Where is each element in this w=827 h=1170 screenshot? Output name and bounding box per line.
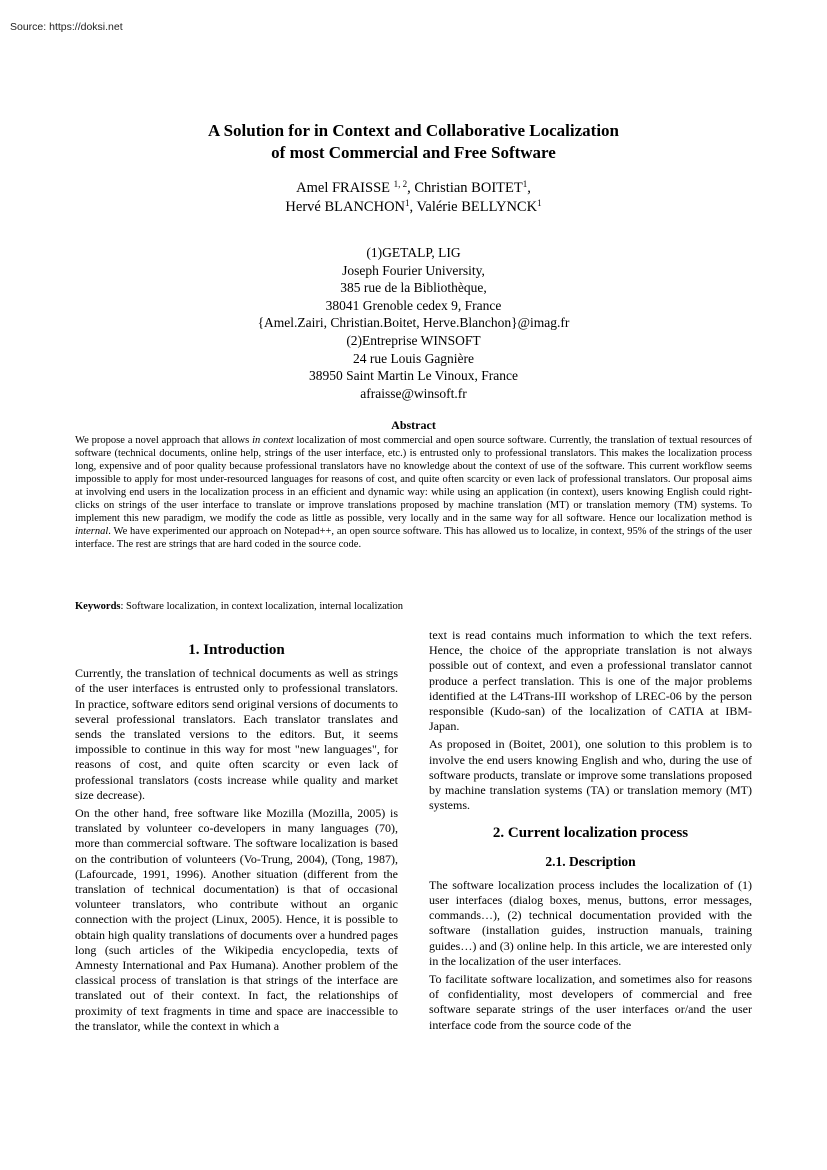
affiliation-line: 38950 Saint Martin Le Vinoux, France bbox=[309, 368, 518, 384]
paragraph: As proposed in (Boitet, 2001), one solution to this problem is to involve the end users knowing English and who, during the use of software products, translate or improve some translations proposed by machine translation systems (TA) or translation memory (MT) systems. bbox=[429, 737, 752, 813]
author-affil-mark: 1 bbox=[522, 179, 528, 189]
affiliations bbox=[0, 244, 827, 402]
abstract-emphasis: in context bbox=[252, 435, 294, 446]
paragraph: To facilitate software localization, and sometimes also for reasons of confidentiality, most developers of commercial and free software separate strings of the user interfaces or/and the user interface code from the source code of the bbox=[429, 972, 752, 1032]
keywords-label: Keywords bbox=[75, 601, 121, 612]
paper-title bbox=[0, 120, 827, 164]
paragraph: Currently, the translation of technical documents as well as strings of the user interfaces is entrusted only to professional translators. In practice, software editors send original versions of documents to several professional translators. Each translator translates and sends the translated versions to the editors. But, it seems impossible to continue in this way for most "new languages", for reasons of cost, and quite often scarcity or even lack of professional translators (costs increase while quality and market size decrease). bbox=[75, 666, 398, 802]
title-line-1: A Solution for in Context and Collaborative Localization bbox=[207, 121, 619, 140]
column-right bbox=[429, 628, 752, 1036]
section-1-heading: 1. Introduction bbox=[188, 642, 285, 658]
abstract-heading: Abstract bbox=[391, 418, 436, 432]
affiliation-line: 38041 Grenoble cedex 9, France bbox=[325, 297, 502, 313]
section-2-heading: 2. Current localization process bbox=[492, 825, 689, 842]
affiliation-email: afraisse@winsoft.fr bbox=[360, 385, 467, 401]
affiliation-line: Joseph Fourier University, bbox=[342, 262, 485, 278]
title-line-2: of most Commercial and Free Software bbox=[271, 143, 556, 162]
abstract-body bbox=[75, 434, 752, 551]
source-label: Source: https://doksi.net bbox=[10, 21, 123, 33]
paragraph: On the other hand, free software like Mozilla (Mozilla, 2005) is translated by volunteer co-developers in many languages (70), more than commercial software. The software localization is based on the contribution of volunteers (Vo-Trung, 2004), (Tong, 1987), (Lafourcade, 1991, 1996). Another situation (different from the translation of technical documentation) is that of occasional volunteer translators, who contribute without an organic connection with the project (Linux, 2005). Hence, it is possible to obtain high quality translations of documents over a hundred pages long (such articles of the Wikipedia encyclopedia, texts of Amnesty International and Pax Humana). Another problem of the classical process of translation is that strings of the interface are translated out of their context. In fact, the relationships of proximity of text fragments in time and space are inaccessible to the translator, while the context in which a bbox=[75, 806, 398, 1033]
author-name: Christian BOITET bbox=[414, 180, 523, 196]
author-affil-mark: 1, 2 bbox=[393, 179, 408, 189]
paragraph: text is read contains much information to which the text refers. Hence, the choice of the appropriate translation is not always possible out of context, and even a professional translator cannot produce a perfect translation. This is one of the major problems identified at the L4Trans-III workshop of LREC-06 by the person responsible (Kudo-san) of the localization of CATIA at IBM-Japan. bbox=[429, 628, 752, 734]
abstract-emphasis: internal bbox=[75, 526, 109, 537]
author-affil-mark: 1 bbox=[405, 198, 410, 208]
affiliation-line: 385 rue de la Bibliothèque, bbox=[340, 280, 487, 296]
author-line-1: Amel FRAISSE $^{1, 2}$, Christian BOITET$^1$, bbox=[296, 179, 531, 196]
author-affil-mark: 1 bbox=[537, 198, 542, 208]
affiliation-line: (1)GETALP, LIG bbox=[366, 245, 461, 260]
abstract-text: localization of most commercial and open source software. Currently, the translation of textual resources of software (technical documents, online help, strings of the user interface, etc.) is entrusted only to professional translators. This makes the localization process long, expensive and of poor quality because professional translators have no knowledge about the context of use of the software. This current workflow seems impossible to apply for most under-resourced languages for reasons of cost, and quite often scarcity or even lack of professional translators. Our proposal aims at involving end users in the localization process in an efficient and dynamic way: while using an application (in context), users knowing English could right-clicks on strings of the user interface to translate or improve translations proposed by machine translation (MT) or translation memory (TM) systems. To implement this new paradigm, we modify the code as little as possible, very locally and in the same way for all software. Hence our localization method is bbox=[75, 435, 753, 524]
author-name: Hervé BLANCHON bbox=[285, 199, 406, 215]
author-name: Amel FRAISSE bbox=[296, 180, 391, 196]
keywords bbox=[75, 600, 752, 613]
affiliation-email: {Amel.Zairi, Christian.Boitet, Herve.Blanchon}@imag.fr bbox=[257, 315, 570, 331]
keywords-text: : Software localization, in context localization, internal localization bbox=[120, 601, 404, 612]
affiliation-line: (2)Entreprise WINSOFT bbox=[346, 332, 481, 348]
abstract-text: . We have experimented our approach on Notepad++, an open source software. This has allowed us to localize, in context, 95% of the strings of the user interface. The rest are strings that are hard coded in the source code. bbox=[75, 526, 752, 550]
column-left bbox=[75, 643, 398, 1037]
subsection-2-1-heading: 2.1. Description bbox=[545, 853, 636, 869]
affiliation-line: 24 rue Louis Gagnière bbox=[352, 350, 475, 366]
author-name: Valérie BELLYNCK bbox=[416, 199, 538, 215]
author-list bbox=[0, 179, 827, 217]
paragraph: The software localization process includes the localization of (1) user interfaces (dialog boxes, menus, buttons, error messages, commands…), (2) technical documentation provided with the software (installation guides, instruction manuals, training guides…) and (3) online help. In this article, we are interested only in the localization of the user interfaces. bbox=[429, 877, 752, 968]
author-line-2: Hervé BLANCHON$^1$, Valérie BELLYNCK$^1$ bbox=[285, 198, 542, 215]
abstract-text: We propose a novel approach that allows bbox=[75, 435, 253, 446]
